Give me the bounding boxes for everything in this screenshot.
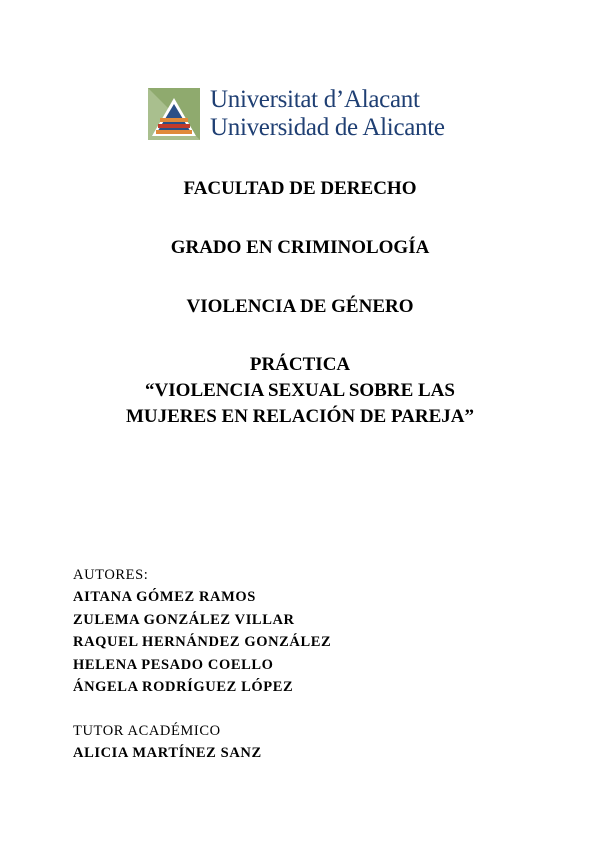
tutor-section xyxy=(73,720,262,765)
author-name: ÁNGELA RODRÍGUEZ LÓPEZ xyxy=(73,679,294,696)
university-name-valencian: Universitat d’Alacant xyxy=(210,86,420,113)
practice-title-line-1: “VIOLENCIA SEXUAL SOBRE LAS xyxy=(145,380,455,401)
tutor-label: TUTOR ACADÉMICO xyxy=(73,723,221,739)
author-name: HELENA PESADO COELLO xyxy=(73,656,274,673)
faculty-heading: FACULTAD DE DERECHO xyxy=(183,178,417,199)
subject-heading: VIOLENCIA DE GÉNERO xyxy=(186,296,414,317)
practice-heading: PRÁCTICA xyxy=(249,354,351,375)
university-logo xyxy=(148,86,468,144)
author-name: RAQUEL HERNÁNDEZ GONZÁLEZ xyxy=(73,634,332,651)
tutor-name: ALICIA MARTÍNEZ SANZ xyxy=(73,745,262,762)
practice-title-line-2: MUJERES EN RELACIÓN DE PAREJA” xyxy=(125,406,474,427)
degree-heading: GRADO EN CRIMINOLOGÍA xyxy=(170,237,430,258)
university-name xyxy=(210,86,445,142)
university-name-spanish: Universidad de Alicante xyxy=(210,114,445,141)
authors-section xyxy=(73,564,331,698)
university-emblem-icon xyxy=(148,88,200,140)
author-name: ZULEMA GONZÁLEZ VILLAR xyxy=(73,611,295,628)
authors-label: AUTORES: xyxy=(73,567,149,583)
author-name: AITANA GÓMEZ RAMOS xyxy=(73,589,256,606)
